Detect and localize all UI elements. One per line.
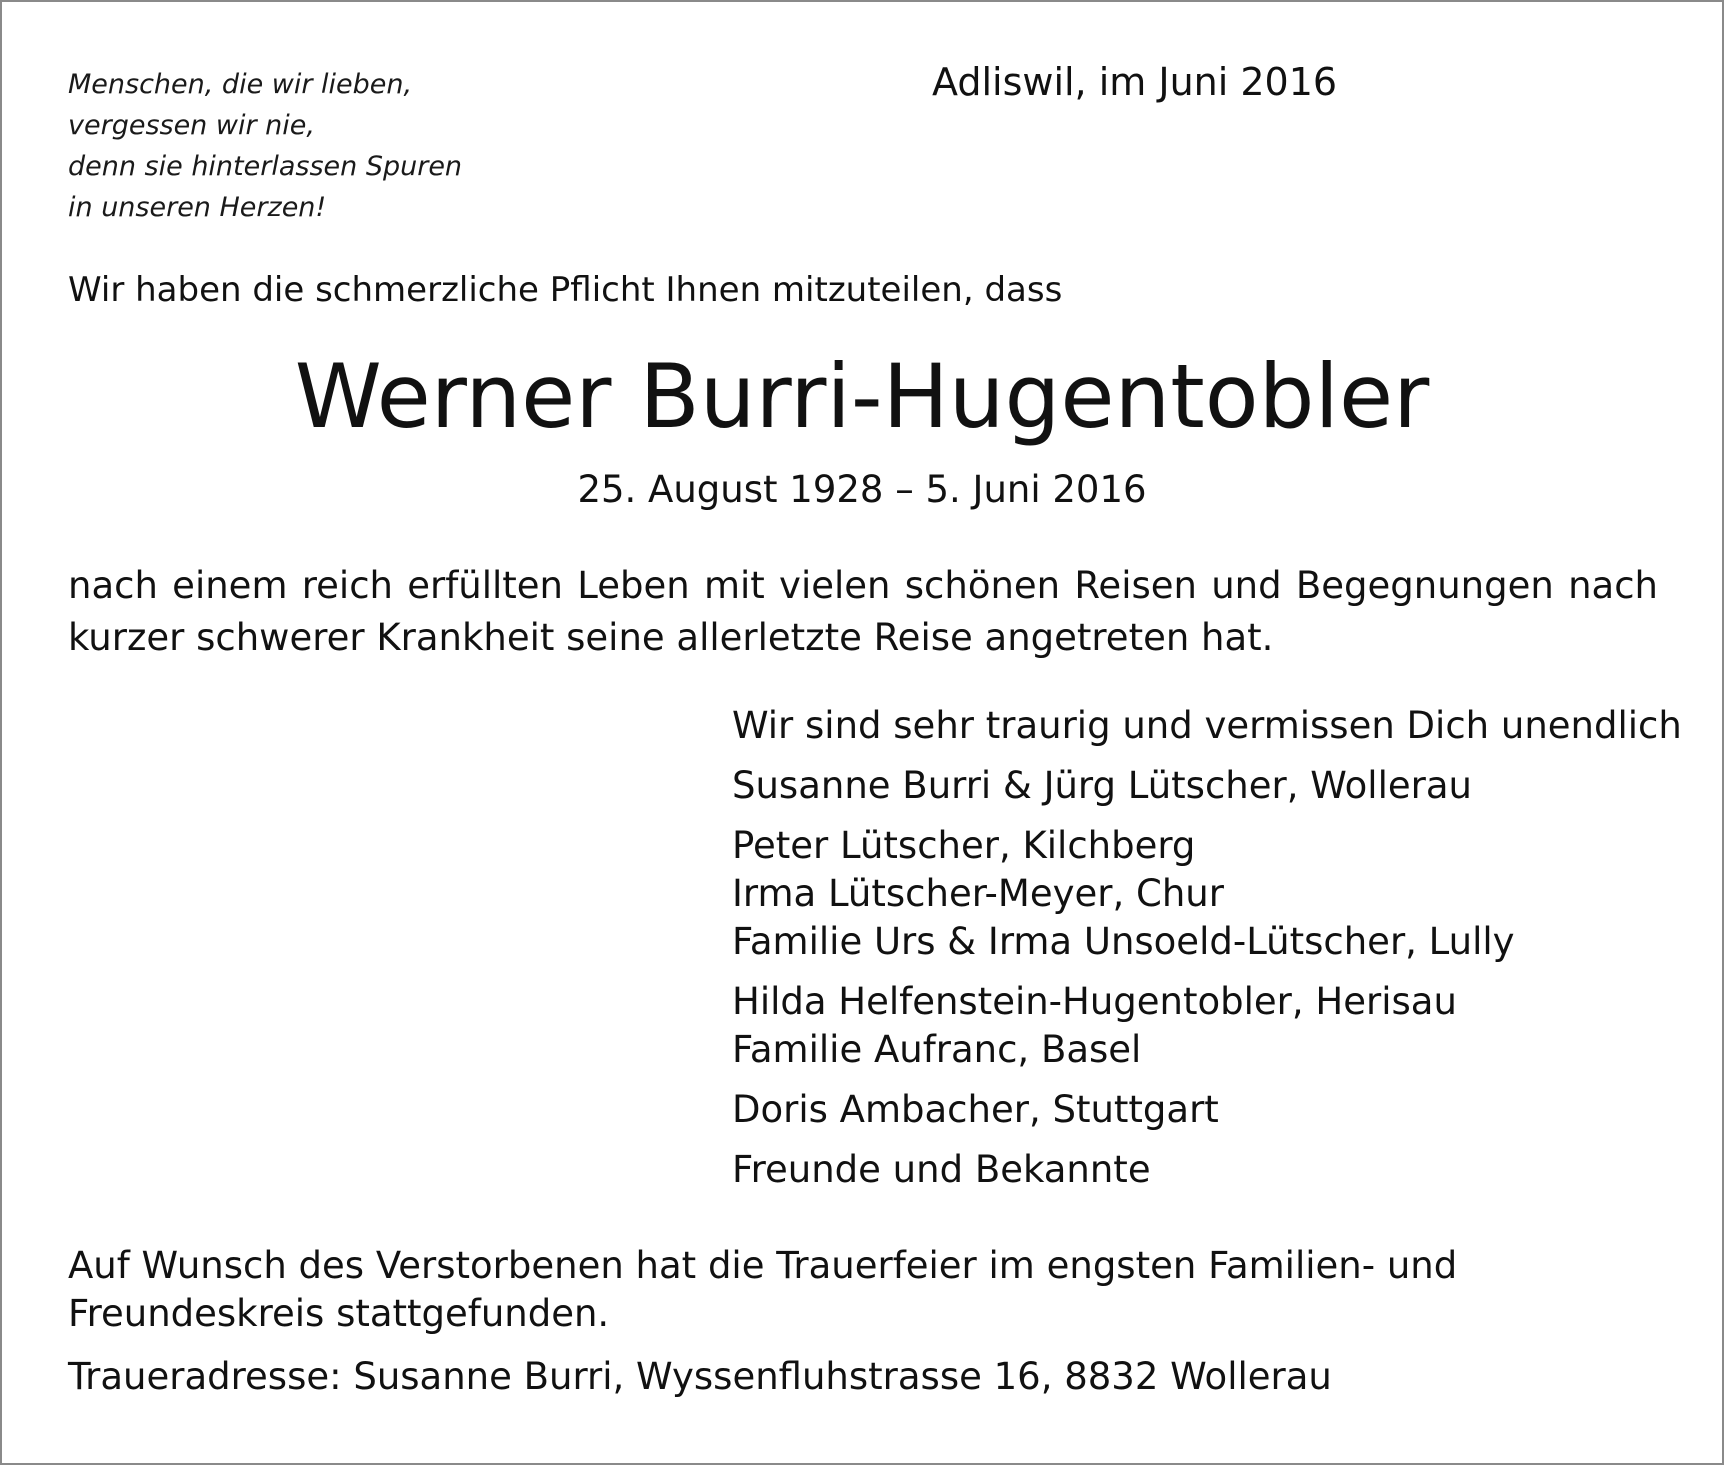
- mourner-group: [732, 1086, 1662, 1134]
- motto-line: vergessen wir nie,: [68, 110, 315, 141]
- mourner-entry: Doris Ambacher, Stuttgart: [732, 1088, 1219, 1131]
- mourner-entry: Peter Lütscher, Kilchberg: [732, 824, 1196, 867]
- mourner-group: [732, 822, 1662, 966]
- mourner-group: [732, 1146, 1662, 1194]
- mourner-entry: Freunde und Bekannte: [732, 1148, 1151, 1191]
- motto-line: Menschen, die wir lieben,: [68, 69, 413, 100]
- motto-line: denn sie hinterlassen Spuren: [68, 151, 463, 182]
- mourner-entry: Familie Aufranc, Basel: [732, 1028, 1142, 1071]
- motto-line: in unseren Herzen!: [68, 192, 327, 223]
- mourner-entry: Familie Urs & Irma Unsoeld-Lütscher, Lully: [732, 920, 1515, 963]
- body-paragraph: nach einem reich erfüllten Leben mit vielen schönen Reisen und Begegnungen nach kurzer schwerer Krankheit seine allerletzte Reise angetreten hat.: [68, 564, 1658, 659]
- mourning-address: Traueradresse: Susanne Burri, Wyssenfluhstrasse 16, 8832 Wollerau: [68, 1355, 1332, 1398]
- deceased-name: Werner Burri-Hugentobler: [294, 345, 1430, 448]
- mourner-group: [732, 762, 1662, 810]
- mourner-entry: Hilda Helfenstein-Hugentobler, Herisau: [732, 980, 1457, 1023]
- motto-verse: [68, 64, 508, 228]
- mourner-entry: Irma Lütscher-Meyer, Chur: [732, 872, 1224, 915]
- mourners-list: [732, 702, 1682, 1194]
- mourner-group: [732, 978, 1662, 1074]
- life-dates: 25. August 1928 – 5. Juni 2016: [577, 468, 1147, 511]
- intro-sentence: Wir haben die schmerzliche Pflicht Ihnen mitzuteilen, dass: [68, 270, 1063, 310]
- mourners-lead: Wir sind sehr traurig und vermissen Dich unendlich: [732, 704, 1682, 747]
- closing-paragraph: Auf Wunsch des Verstorbenen hat die Trauerfeier im engsten Familien- und Freundeskreis stattgefunden.: [68, 1244, 1458, 1335]
- mourner-entry: Susanne Burri & Jürg Lütscher, Wollerau: [732, 764, 1472, 807]
- place-date: Adliswil, im Juni 2016: [932, 60, 1338, 104]
